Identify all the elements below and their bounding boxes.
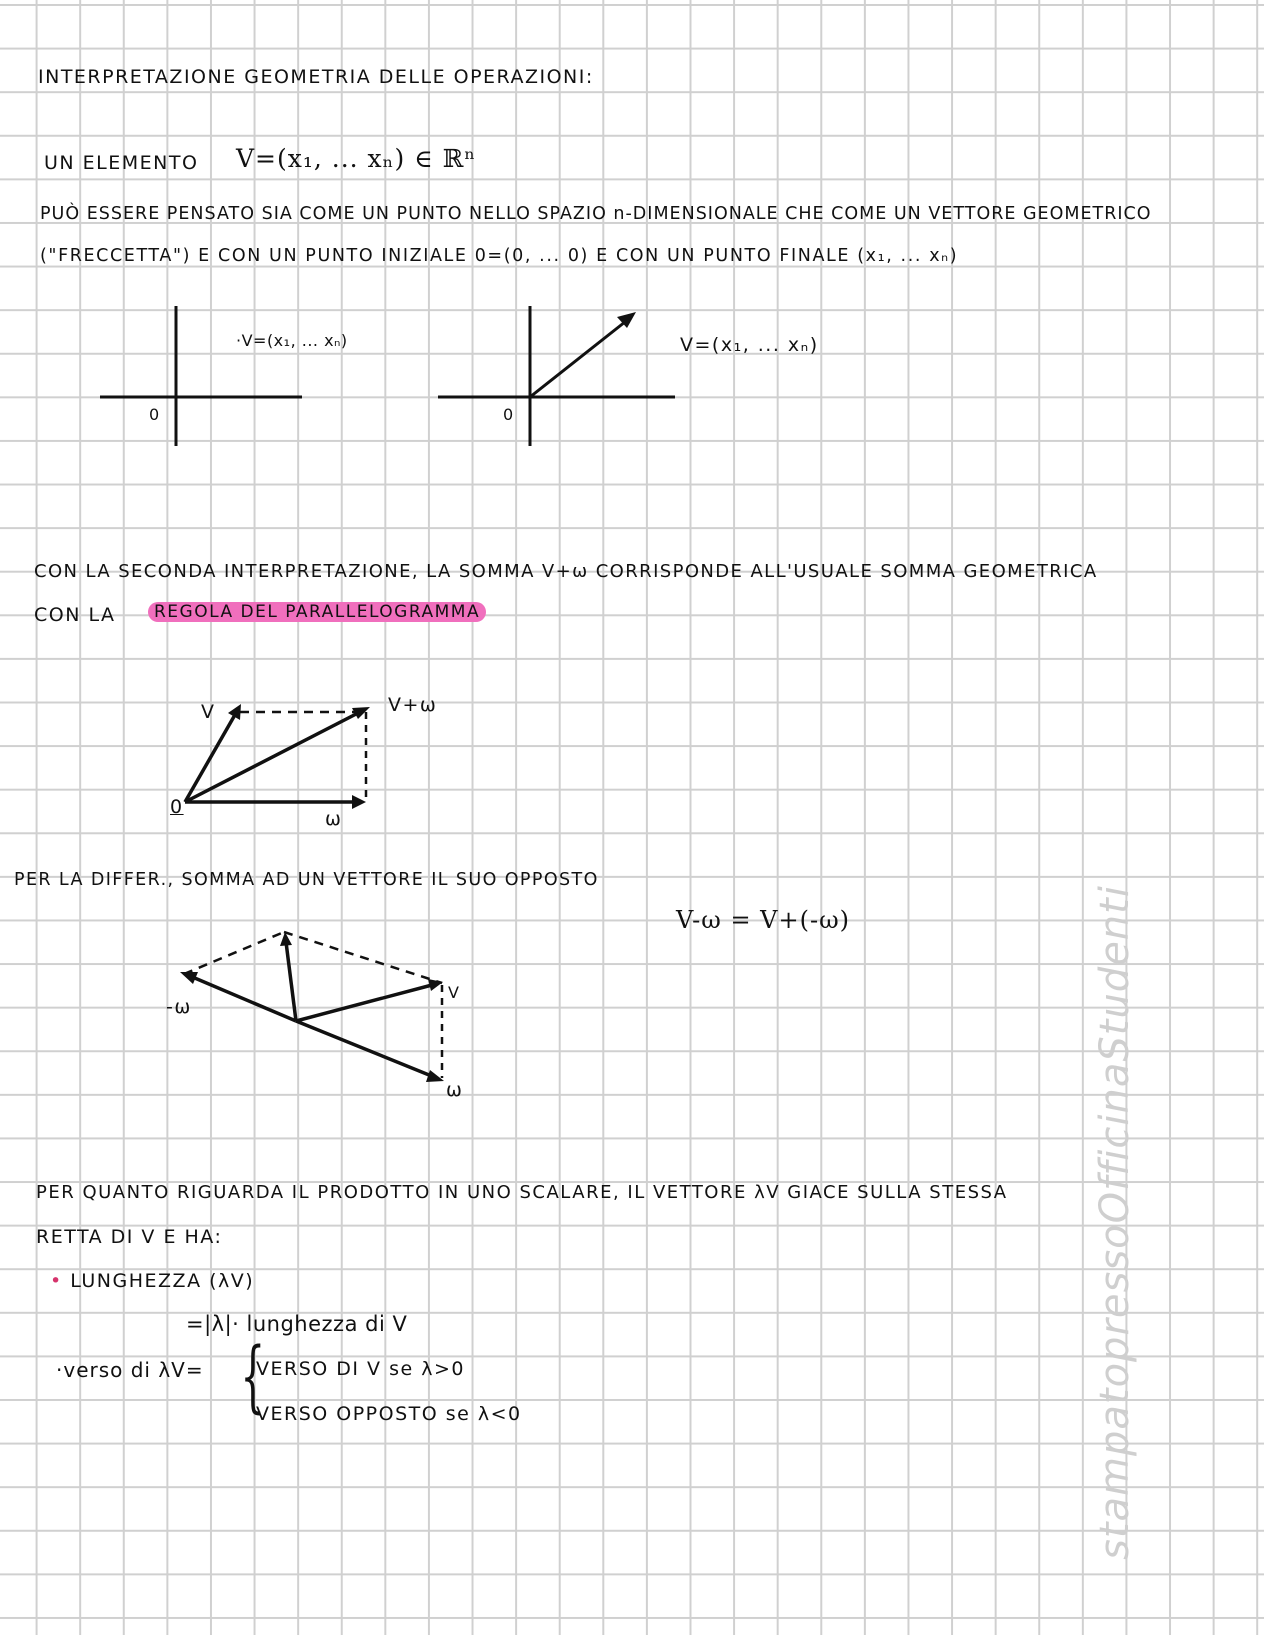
- intro-formula: V=(x₁, ... xₙ) ∈ ℝⁿ: [236, 144, 477, 173]
- bullet-length-text: LUNGHEZZA (λV): [70, 1270, 255, 1292]
- diff-label-minus-w: -ω: [166, 996, 192, 1018]
- intro-prefix: UN ELEMENTO: [44, 152, 199, 174]
- watermark: stampatopressoOfficinaStudenti: [1092, 885, 1138, 1560]
- bullet-length: [50, 1270, 254, 1292]
- verso-label: ·verso di λV=: [56, 1358, 204, 1382]
- difference-figure: [0, 0, 1, 1]
- sum-line-1: CON LA SECONDA INTERPRETAZIONE, LA SOMMA V+ω CORRISPONDE ALL'USUALE SOMMA GEOMETRICA: [34, 561, 1098, 582]
- vector-label: V=(x₁, ... xₙ): [680, 334, 819, 356]
- length-formula: =|λ|· lunghezza di V: [186, 1312, 408, 1336]
- sum-label-origin: 0: [170, 796, 184, 818]
- diff-label-w: ω: [446, 1079, 464, 1101]
- case-positive: VERSO DI V se λ>0: [256, 1358, 465, 1380]
- sum-line-2-prefix: CON LA: [34, 604, 116, 626]
- parallelogram-rule-highlight: REGOLA DEL PARALLELOGRAMMA: [148, 602, 486, 622]
- diff-formula: V-ω = V+(-ω): [676, 906, 851, 934]
- scalar-line-2: RETTA DI V E HA:: [36, 1226, 223, 1248]
- sum-label-w: ω: [325, 808, 343, 830]
- page-title: INTERPRETAZIONE GEOMETRIA DELLE OPERAZIONI:: [38, 66, 594, 88]
- bullet-dot: •: [50, 1270, 63, 1292]
- diff-line: PER LA DIFFER., SOMMA AD UN VETTORE IL SUO OPPOSTO: [14, 870, 599, 890]
- intro-line-1: PUÒ ESSERE PENSATO SIA COME UN PUNTO NELLO SPAZIO n-DIMENSIONALE CHE COME UN VETTORE GEOMETRICO: [40, 204, 1152, 224]
- sum-label-v: V: [201, 701, 216, 723]
- cases-brace: {: [240, 1332, 266, 1422]
- case-negative: VERSO OPPOSTO se λ<0: [256, 1403, 522, 1425]
- point-label: ·V=(x₁, ... xₙ): [236, 331, 348, 350]
- scalar-line-1: PER QUANTO RIGUARDA IL PRODOTTO IN UNO SCALARE, IL VETTORE λV GIACE SULLA STESSA: [36, 1182, 1008, 1203]
- intro-line-2: ("FRECCETTA") E CON UN PUNTO INIZIALE 0=(0, ... 0) E CON UN PUNTO FINALE (x₁, ... xₙ): [40, 246, 959, 266]
- origin-label-right: 0: [503, 405, 514, 424]
- diff-label-v: V: [448, 983, 460, 1002]
- sum-label-v-plus-w: V+ω: [388, 694, 438, 716]
- origin-label-left: 0: [149, 405, 160, 424]
